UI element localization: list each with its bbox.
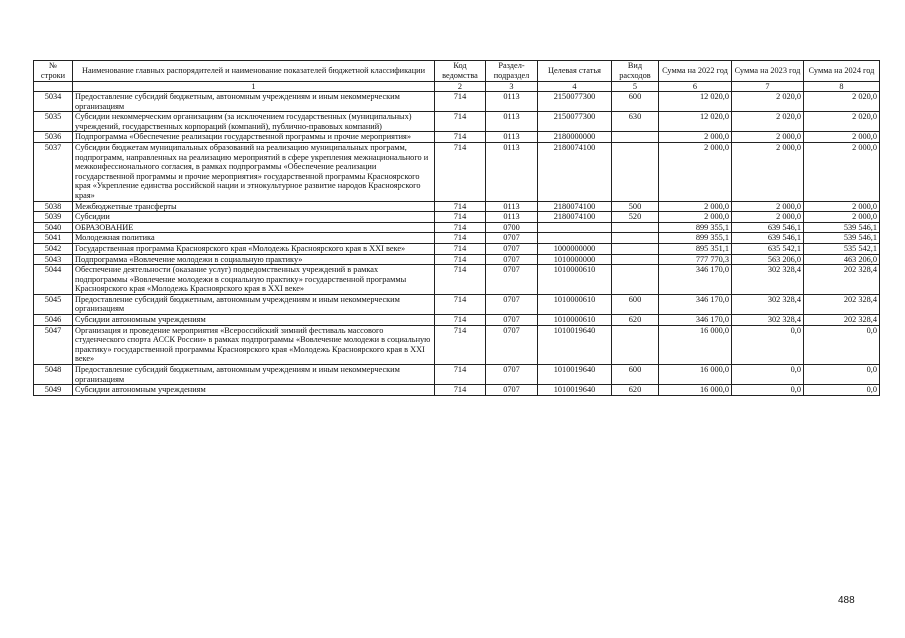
name-cell: Субсидии некоммерческим организациям (за исключением государственных (муниципальных) учреждений, государственных корпораций (компаний), публично-правовых компаний) <box>73 112 435 132</box>
dept-code-cell: 714 <box>435 132 486 143</box>
column-number: 8 <box>804 82 880 92</box>
name-cell: Предоставление субсидий бюджетным, автономным учреждениям и иным некоммерческим организациям <box>73 92 435 112</box>
sum-2022-cell: 777 770,3 <box>659 254 732 265</box>
page-number: 488 <box>838 595 855 606</box>
column-number: 5 <box>612 82 659 92</box>
sum-2023-cell: 0,0 <box>732 385 804 396</box>
budget-table <box>33 60 880 396</box>
row-number-cell: 5046 <box>34 315 73 326</box>
row-number-cell: 5044 <box>34 265 73 295</box>
target-article-cell: 1010019640 <box>538 385 612 396</box>
target-article-cell: 1010000610 <box>538 315 612 326</box>
name-cell: Государственная программа Красноярского края «Молодежь Красноярского края в XXI веке» <box>73 243 435 254</box>
sum-2023-cell: 302 328,4 <box>732 315 804 326</box>
expense-type-cell: 600 <box>612 92 659 112</box>
name-cell: ОБРАЗОВАНИЕ <box>73 222 435 233</box>
header-target-article: Целевая статья <box>538 61 612 82</box>
sum-2024-cell: 539 546,1 <box>804 222 880 233</box>
section-cell: 0707 <box>486 254 538 265</box>
expense-type-cell: 520 <box>612 212 659 223</box>
row-number-cell: 5037 <box>34 142 73 201</box>
section-cell: 0707 <box>486 233 538 244</box>
dept-code-cell: 714 <box>435 212 486 223</box>
expense-type-cell: 630 <box>612 112 659 132</box>
dept-code-cell: 714 <box>435 233 486 244</box>
row-number-cell: 5038 <box>34 201 73 212</box>
sum-2024-cell: 202 328,4 <box>804 294 880 314</box>
sum-2022-cell: 16 000,0 <box>659 385 732 396</box>
name-cell: Субсидии бюджетам муниципальных образований на реализацию муниципальных программ, подпрограмм, направленных на реализацию мероприятий в сфере укрепления межнационального и межконфессионального согласия, в рамках подпрограммы «Обеспечение реализации государственной программы и прочие мероприятия» государственной программы Красноярского края «Укрепление единства российской нации и этнокультурное развитие народов Красноярского края» <box>73 142 435 201</box>
target-article-cell: 1010000000 <box>538 254 612 265</box>
table-row <box>34 92 880 112</box>
expense-type-cell <box>612 254 659 265</box>
dept-code-cell: 714 <box>435 294 486 314</box>
dept-code-cell: 714 <box>435 201 486 212</box>
dept-code-cell: 714 <box>435 325 486 364</box>
sum-2024-cell: 202 328,4 <box>804 315 880 326</box>
sum-2023-cell: 639 546,1 <box>732 222 804 233</box>
expense-type-cell <box>612 222 659 233</box>
row-number-cell: 5049 <box>34 385 73 396</box>
table-row <box>34 142 880 201</box>
column-number: 4 <box>538 82 612 92</box>
name-cell: Субсидии автономным учреждениям <box>73 315 435 326</box>
column-number: 2 <box>435 82 486 92</box>
target-article-cell: 2150077300 <box>538 112 612 132</box>
row-number-cell: 5048 <box>34 365 73 385</box>
sum-2023-cell: 2 020,0 <box>732 112 804 132</box>
section-cell: 0113 <box>486 212 538 223</box>
sum-2024-cell: 2 020,0 <box>804 92 880 112</box>
expense-type-cell <box>612 265 659 295</box>
sum-2024-cell: 0,0 <box>804 325 880 364</box>
dept-code-cell: 714 <box>435 243 486 254</box>
sum-2023-cell: 635 542,1 <box>732 243 804 254</box>
sum-2022-cell: 895 351,1 <box>659 243 732 254</box>
column-number: 3 <box>486 82 538 92</box>
table-row <box>34 325 880 364</box>
target-article-cell: 1010019640 <box>538 325 612 364</box>
table-row <box>34 222 880 233</box>
dept-code-cell: 714 <box>435 92 486 112</box>
row-number-cell: 5040 <box>34 222 73 233</box>
section-cell: 0707 <box>486 265 538 295</box>
sum-2023-cell: 0,0 <box>732 365 804 385</box>
section-cell: 0113 <box>486 142 538 201</box>
target-article-cell: 2180074100 <box>538 212 612 223</box>
sum-2024-cell: 539 546,1 <box>804 233 880 244</box>
table-header-row <box>34 61 880 82</box>
header-row-number: № строки <box>34 61 73 82</box>
dept-code-cell: 714 <box>435 385 486 396</box>
row-number-cell: 5036 <box>34 132 73 143</box>
row-number-cell: 5041 <box>34 233 73 244</box>
sum-2023-cell: 2 020,0 <box>732 92 804 112</box>
sum-2023-cell: 2 000,0 <box>732 212 804 223</box>
sum-2023-cell: 563 206,0 <box>732 254 804 265</box>
section-cell: 0113 <box>486 201 538 212</box>
table-row <box>34 294 880 314</box>
sum-2023-cell: 639 546,1 <box>732 233 804 244</box>
dept-code-cell: 714 <box>435 265 486 295</box>
table-row <box>34 233 880 244</box>
target-article-cell: 1000000000 <box>538 243 612 254</box>
row-number-cell: 5043 <box>34 254 73 265</box>
sum-2024-cell: 202 328,4 <box>804 265 880 295</box>
name-cell: Молодежная политика <box>73 233 435 244</box>
sum-2022-cell: 12 020,0 <box>659 92 732 112</box>
header-section: Раздел-подраздел <box>486 61 538 82</box>
header-sum-2024: Сумма на 2024 год <box>804 61 880 82</box>
table-row <box>34 112 880 132</box>
header-expense-type: Вид расходов <box>612 61 659 82</box>
row-number-cell: 5047 <box>34 325 73 364</box>
section-cell: 0707 <box>486 294 538 314</box>
target-article-cell <box>538 233 612 244</box>
dept-code-cell: 714 <box>435 112 486 132</box>
dept-code-cell: 714 <box>435 254 486 265</box>
sum-2024-cell: 535 542,1 <box>804 243 880 254</box>
sum-2022-cell: 346 170,0 <box>659 315 732 326</box>
sum-2022-cell: 16 000,0 <box>659 325 732 364</box>
sum-2023-cell: 0,0 <box>732 325 804 364</box>
dept-code-cell: 714 <box>435 142 486 201</box>
sum-2022-cell: 899 355,1 <box>659 233 732 244</box>
name-cell: Подпрограмма «Вовлечение молодежи в социальную практику» <box>73 254 435 265</box>
section-cell: 0707 <box>486 243 538 254</box>
table-row <box>34 365 880 385</box>
name-cell: Субсидии <box>73 212 435 223</box>
column-number: 6 <box>659 82 732 92</box>
row-number-cell: 5042 <box>34 243 73 254</box>
table-body <box>34 92 880 396</box>
table-row <box>34 254 880 265</box>
section-cell: 0707 <box>486 365 538 385</box>
row-number-cell: 5045 <box>34 294 73 314</box>
sum-2022-cell: 346 170,0 <box>659 294 732 314</box>
expense-type-cell <box>612 325 659 364</box>
sum-2023-cell: 302 328,4 <box>732 265 804 295</box>
sum-2023-cell: 2 000,0 <box>732 132 804 143</box>
header-name: Наименование главных распорядителей и наименование показателей бюджетной классификации <box>73 61 435 82</box>
dept-code-cell: 714 <box>435 365 486 385</box>
section-cell: 0707 <box>486 315 538 326</box>
sum-2022-cell: 2 000,0 <box>659 142 732 201</box>
sum-2024-cell: 463 206,0 <box>804 254 880 265</box>
column-number <box>34 82 73 92</box>
header-dept-code: Код ведомства <box>435 61 486 82</box>
sum-2022-cell: 2 000,0 <box>659 212 732 223</box>
target-article-cell: 2180074100 <box>538 201 612 212</box>
sum-2022-cell: 346 170,0 <box>659 265 732 295</box>
table-row <box>34 201 880 212</box>
sum-2023-cell: 2 000,0 <box>732 142 804 201</box>
sum-2023-cell: 2 000,0 <box>732 201 804 212</box>
expense-type-cell <box>612 243 659 254</box>
column-number: 7 <box>732 82 804 92</box>
name-cell: Организация и проведение мероприятия «Всероссийский зимний фестиваль массового студенческого спорта АССК России» в рамках подпрограммы «Вовлечение молодежи в социальную практику» государственной программы Красноярского края «Молодежь Красноярского края в XXI веке» <box>73 325 435 364</box>
section-cell: 0700 <box>486 222 538 233</box>
name-cell: Предоставление субсидий бюджетным, автономным учреждениям и иным некоммерческим организациям <box>73 365 435 385</box>
header-sum-2022: Сумма на 2022 год <box>659 61 732 82</box>
expense-type-cell: 620 <box>612 385 659 396</box>
sum-2024-cell: 2 000,0 <box>804 142 880 201</box>
table-row <box>34 132 880 143</box>
sum-2022-cell: 899 355,1 <box>659 222 732 233</box>
section-cell: 0113 <box>486 132 538 143</box>
name-cell: Предоставление субсидий бюджетным, автономным учреждениям и иным некоммерческим организациям <box>73 294 435 314</box>
name-cell: Обеспечение деятельности (оказание услуг) подведомственных учреждений в рамках подпрограммы «Вовлечение молодежи в социальную практику» государственной программы Красноярского края «Молодежь Красноярского края в XXI веке» <box>73 265 435 295</box>
sum-2024-cell: 2 000,0 <box>804 201 880 212</box>
dept-code-cell: 714 <box>435 315 486 326</box>
target-article-cell: 1010000610 <box>538 294 612 314</box>
target-article-cell: 2180074100 <box>538 142 612 201</box>
dept-code-cell: 714 <box>435 222 486 233</box>
sum-2022-cell: 12 020,0 <box>659 112 732 132</box>
table-row <box>34 385 880 396</box>
row-number-cell: 5035 <box>34 112 73 132</box>
table-row <box>34 315 880 326</box>
header-sum-2023: Сумма на 2023 год <box>732 61 804 82</box>
sum-2024-cell: 2 000,0 <box>804 132 880 143</box>
expense-type-cell: 600 <box>612 365 659 385</box>
sum-2022-cell: 16 000,0 <box>659 365 732 385</box>
sum-2022-cell: 2 000,0 <box>659 132 732 143</box>
sum-2022-cell: 2 000,0 <box>659 201 732 212</box>
row-number-cell: 5039 <box>34 212 73 223</box>
section-cell: 0707 <box>486 385 538 396</box>
target-article-cell: 1010019640 <box>538 365 612 385</box>
table-row <box>34 243 880 254</box>
name-cell: Подпрограмма «Обеспечение реализации государственной программы и прочие мероприятия» <box>73 132 435 143</box>
sum-2023-cell: 302 328,4 <box>732 294 804 314</box>
sum-2024-cell: 0,0 <box>804 385 880 396</box>
target-article-cell: 2150077300 <box>538 92 612 112</box>
expense-type-cell: 600 <box>612 294 659 314</box>
target-article-cell: 2180000000 <box>538 132 612 143</box>
row-number-cell: 5034 <box>34 92 73 112</box>
column-number-row <box>34 82 880 92</box>
table-row <box>34 212 880 223</box>
expense-type-cell <box>612 233 659 244</box>
expense-type-cell <box>612 142 659 201</box>
target-article-cell: 1010000610 <box>538 265 612 295</box>
sum-2024-cell: 2 020,0 <box>804 112 880 132</box>
column-number: 1 <box>73 82 435 92</box>
expense-type-cell <box>612 132 659 143</box>
table-row <box>34 265 880 295</box>
section-cell: 0113 <box>486 112 538 132</box>
section-cell: 0707 <box>486 325 538 364</box>
expense-type-cell: 500 <box>612 201 659 212</box>
expense-type-cell: 620 <box>612 315 659 326</box>
sum-2024-cell: 0,0 <box>804 365 880 385</box>
section-cell: 0113 <box>486 92 538 112</box>
name-cell: Межбюджетные трансферты <box>73 201 435 212</box>
target-article-cell <box>538 222 612 233</box>
sum-2024-cell: 2 000,0 <box>804 212 880 223</box>
name-cell: Субсидии автономным учреждениям <box>73 385 435 396</box>
